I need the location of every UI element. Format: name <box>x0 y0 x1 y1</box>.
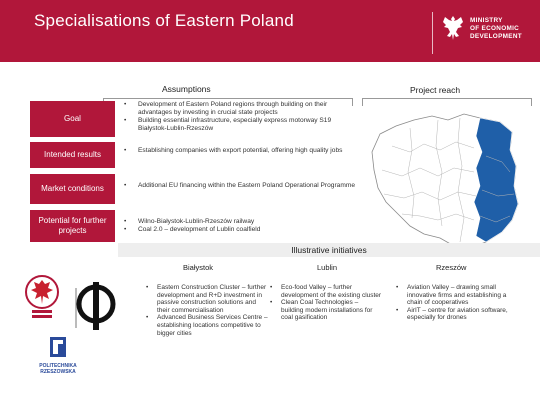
page-title: Specialisations of Eastern Poland <box>34 11 294 30</box>
illustrative-initiatives-band <box>118 243 540 257</box>
bullet-text: • Eco-food Valley – further development of the existing cluster <box>270 284 382 299</box>
bullet-text: • AirIT – centre for aviation software, especially for drones <box>396 307 522 322</box>
prz-line: POLITECHNIKA <box>39 363 77 369</box>
initiatives-lublin <box>270 284 382 322</box>
city-heading-lublin: Lublin <box>317 263 338 272</box>
bullet-text: • Clean Coal Technologies – building modern installations for coal gasification <box>270 299 382 322</box>
bullet-text: • Coal 2.0 – development of Lublin coalfield <box>124 226 356 234</box>
bullet-text: • Establishing companies with export potential, offering high quality jobs <box>124 147 356 155</box>
bullet-text: • Development of Eastern Poland regions through building on their advantages by investing in crucial state projects <box>124 101 356 117</box>
bullet-text: • Eastern Construction Cluster – further development and R+D investment in passive construction solutions and their commercialisation <box>146 284 268 314</box>
ministry-logo-text <box>470 17 522 41</box>
ministry-line: DEVELOPMENT <box>470 33 522 40</box>
bullet-text: • Additional EU financing within the Eastern Poland Operational Programme <box>124 182 356 190</box>
row-body-market-conditions <box>124 182 356 190</box>
row-label-market-conditions: Market conditions <box>30 174 115 204</box>
prz-line: RZESZOWSKA <box>40 369 76 375</box>
eastern-regions-highlight <box>474 118 518 242</box>
ministry-line: OF ECONOMIC <box>470 25 520 32</box>
initiatives-rzeszow <box>396 284 522 322</box>
ministry-line: MINISTRY <box>470 17 503 24</box>
prz-logo-text <box>36 363 80 375</box>
bullet-text: • Aviation Valley – drawing small innovative firms and establishing a chain of cooperatives <box>396 284 522 307</box>
row-label-intended-results: Intended results <box>30 142 115 168</box>
assumptions-rule <box>103 98 353 99</box>
header-divider <box>432 12 433 54</box>
politechnika-rzeszowska-logo <box>36 336 80 375</box>
poland-regions-map <box>362 106 532 256</box>
polish-eagle-icon <box>441 14 465 44</box>
bullet-text: • Wilno-Białystok-Lublin-Rzeszów railway <box>124 218 356 226</box>
assumptions-heading: Assumptions <box>162 84 211 94</box>
city-heading-rzeszow: Rzeszów <box>436 263 467 272</box>
university-phi-logo-icon <box>72 278 116 334</box>
city-heading-bialystok: Białystok <box>183 263 214 272</box>
university-eagle-logo-icon <box>24 274 60 322</box>
row-body-potential-projects <box>124 218 356 234</box>
prz-emblem-icon <box>36 336 80 358</box>
project-reach-heading: Project reach <box>410 85 461 95</box>
row-label-potential-projects: Potential for further projects <box>30 210 115 242</box>
rule-tick <box>531 98 532 106</box>
bullet-text: • Advanced Business Services Centre – establishing locations competitive to bigger cities <box>146 314 268 337</box>
row-body-intended-results <box>124 147 356 155</box>
reach-rule <box>362 98 532 99</box>
header-bar <box>0 0 540 62</box>
bullet-text: • Building essential infrastructure, especially express motorway S19 Białystok-Lublin-Rzeszów <box>124 117 356 133</box>
initiatives-bialystok <box>146 284 268 337</box>
illustrative-initiatives-title: Illustrative initiatives <box>291 245 367 255</box>
row-body-goal <box>124 101 356 133</box>
row-label-goal: Goal <box>30 101 115 137</box>
rule-tick <box>362 98 363 106</box>
